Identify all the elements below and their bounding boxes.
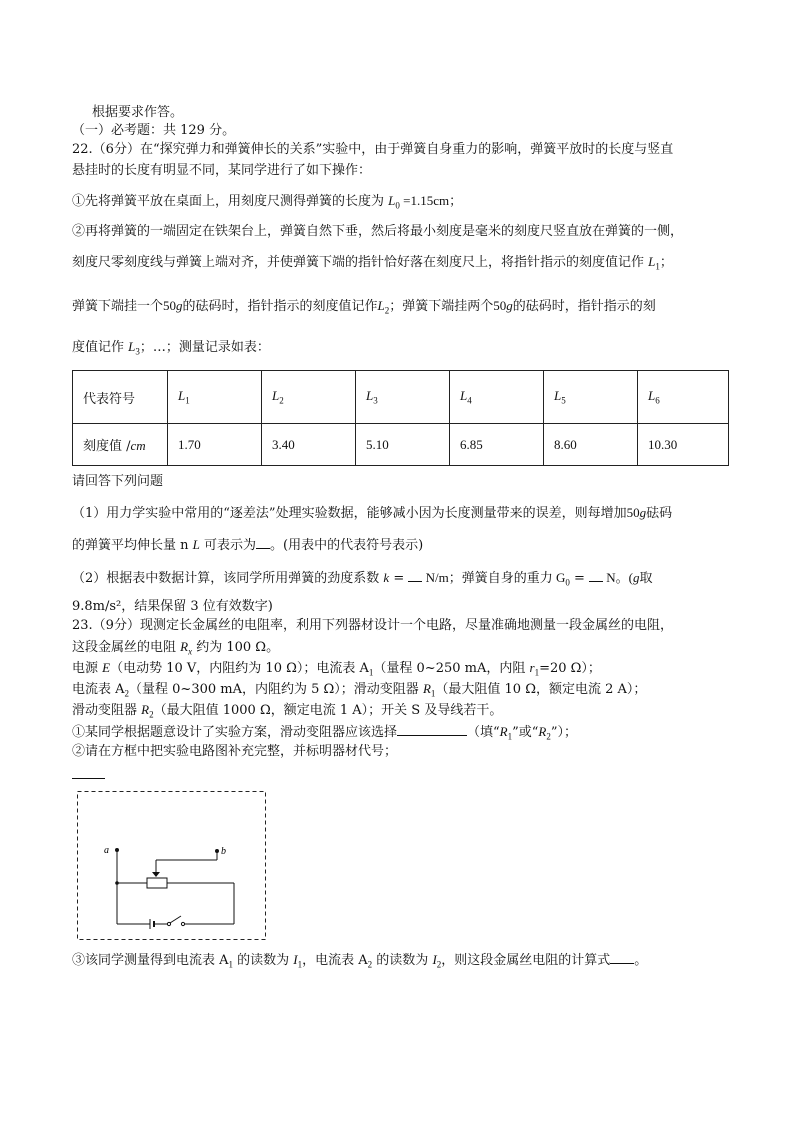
answer-blank[interactable] — [397, 722, 467, 736]
table-header-label: 代表符号 — [73, 371, 168, 424]
table-row — [73, 424, 729, 466]
q22-part2-line1: （2）根据表中数据计算，该同学所用弹簧的劲度系数 k = N/m；弹簧自身的重力 $G_0 = N$。(g取 — [72, 570, 653, 588]
answer-blank[interactable] — [72, 778, 105, 779]
q22-step1: ①先将弹簧平放在桌面上，用刻度尺测得弹簧的长度为 $L_0 =1.15cm$； — [72, 193, 463, 211]
section-heading: （一）必考题：共 129 分。 — [72, 123, 236, 138]
answer-prompt: 请回答下列问题 — [72, 474, 164, 489]
table-cell: $L_6$ — [638, 371, 729, 424]
answer-blank[interactable] — [256, 535, 270, 549]
slider-arrow-icon — [152, 872, 160, 877]
measurement-table — [72, 370, 729, 466]
q23-line1: 23.（9分）现测定长金属丝的电阻率，利用下列器材设计一个电路，尽量准确地测量一段金属丝的电阻， — [72, 618, 673, 633]
table-cell: $L_2$ — [262, 371, 356, 424]
q22-step2-line2: 刻度尺零刻度线与弹簧上端对齐，并使弹簧下端的指针恰好落在刻度尺上，将指针指示的刻度值记作 $L_1$； — [72, 254, 673, 272]
q23-line4: 电流表 $A_2$（量程 0~300 mA，内阻约为 5 Ω）；滑动变阻器 $R_1$（最大阻值 10 Ω，额定电流 2 A）； — [72, 681, 647, 699]
table-cell: 1.70 — [168, 424, 262, 466]
rheostat — [147, 878, 167, 888]
answer-blank[interactable] — [610, 950, 634, 964]
table-cell: 3.40 — [262, 424, 356, 466]
q22-step2-line1: ②再将弹簧的一端固定在铁架台上，弹簧自然下垂，然后将最小刻度是毫米的刻度尺竖直放在弹簧的一侧， — [72, 224, 684, 239]
q23-line5: 滑动变阻器 $R_2$（最大阻值 1000 Ω，额定电流 1 A）；开关 S 及导线若干。 — [72, 702, 503, 720]
q22-part1-line1: （1）用力学实验中常用的“逐差法”处理实验数据，能够减小因为长度测量带来的误差，则每增加50g砝码 — [72, 505, 673, 521]
q22-step3: 弹簧下端挂一个50g的砝码时，指针指示的刻度值记作$L_2$；弹簧下端挂两个50g的砝码时，指针指示的刻 — [72, 298, 656, 316]
q23-item1: ①某同学根据题意设计了实验方案，滑动变阻器应该选择 （填“$R_1$”或“$R_2$”）； — [72, 724, 578, 742]
table-cell: 10.30 — [638, 424, 729, 466]
table-cell: $L_5$ — [544, 371, 638, 424]
table-cell: $L_3$ — [356, 371, 450, 424]
q23-item2: ②请在方框中把实验电路图补充完整，并标明器材代号； — [72, 744, 398, 759]
q23-line2: 这段金属丝的电阻 $R_x$ 约为 100 Ω。 — [72, 639, 280, 657]
table-cell: $L_1$ — [168, 371, 262, 424]
q23-item3: ③该同学测量得到电流表 $A_1$ 的读数为 $I_1$，电流表 $A_2$ 的读数为 $I_2$，则这段金属丝电阻的计算式 。 — [72, 952, 648, 970]
instruction-text: 根据要求作答。 — [92, 105, 184, 120]
answer-blank[interactable] — [589, 568, 603, 582]
answer-blank[interactable] — [408, 568, 422, 582]
table-cell: 5.10 — [356, 424, 450, 466]
circuit-diagram — [77, 791, 267, 941]
terminal-b-label: b — [221, 846, 226, 857]
q22-part2-line2: 9.8m/s²，结果保留 3 位有效数字) — [72, 599, 273, 614]
q22-step4: 度值记作 $L_3$；…；测量记录如表： — [72, 339, 270, 357]
table-cell: $L_4$ — [450, 371, 544, 424]
switch-lever — [170, 916, 181, 923]
table-row — [73, 371, 729, 424]
table-cell: 8.60 — [544, 424, 638, 466]
q22-line1: 22.（6分）在“探究弹力和弹簧伸长的关系”实验中，由于弹簧自身重力的影响，弹簧平放时的长度与竖直 — [72, 142, 674, 157]
terminal-a-label: a — [104, 845, 109, 856]
dashed-frame — [78, 792, 266, 940]
table-cell: 6.85 — [450, 424, 544, 466]
table-value-label: 刻度值 /cm — [73, 424, 168, 466]
q22-line2: 悬挂时的长度有明显不同，某同学进行了如下操作： — [72, 163, 372, 178]
q23-line3: 电源 E（电动势 10 V，内阻约为 10 Ω）；电流表 $A_1$（量程 0~250 mA，内阻 $r_1=20$ Ω）； — [72, 660, 601, 678]
q22-part1-line2: 的弹簧平均伸长量 n L 可表示为 。(用表中的代表符号表示) — [72, 537, 424, 553]
